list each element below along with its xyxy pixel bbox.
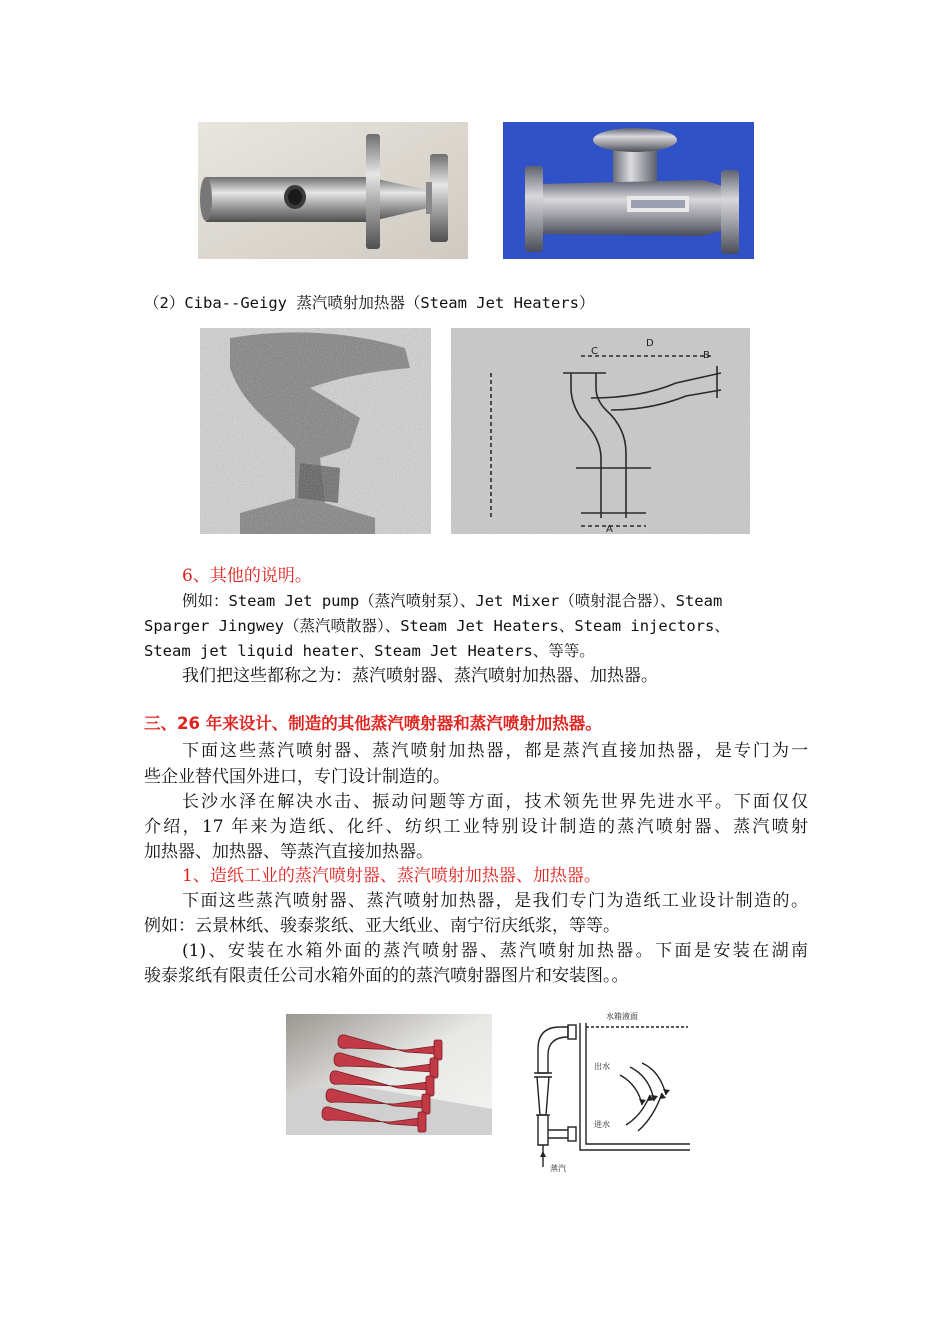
label-water-level: 水箱液面	[606, 1012, 638, 1021]
photo-steel-jet-heater-blue	[503, 122, 754, 259]
section-3-heading: 三、26 年来设计、制造的其他蒸汽喷射器和蒸汽喷射加热器。	[144, 714, 602, 733]
label-d: D	[646, 338, 654, 349]
section-3-p2-line-2: 介绍，17 年来为造纸、化纤、纺织工业特别设计制造的蒸汽喷射器、蒸汽喷射	[144, 817, 808, 837]
caption-ciba-geigy: （2）Ciba--Geigy 蒸汽喷射加热器（Steam Jet Heaters）	[144, 294, 595, 312]
section-6-line-2: Sparger Jingwey（蒸汽喷散器）、Steam Jet Heaters、Steam injectors、	[144, 617, 730, 635]
photo-red-steam-ejectors	[286, 1014, 492, 1135]
section-3-p2-line-3: 加热器、加热器、等蒸汽直接加热器。	[144, 842, 433, 862]
section-3-p1-line-2: 些企业替代国外进口，专门设计制造的。	[144, 767, 450, 787]
section-6-line-1: 例如：Steam Jet pump（蒸汽喷射泵）、Jet Mixer（喷射混合器）、Steam	[182, 592, 723, 610]
section-6-line-4: 我们把这些都称之为：蒸汽喷射器、蒸汽喷射加热器、加热器。	[182, 666, 658, 686]
section-3-p4-line-2: 骏泰浆纸有限责任公司水箱外面的的蒸汽喷射器图片和安装图。。	[144, 966, 629, 986]
photo-steel-jet-pump	[198, 122, 468, 259]
section-3-p3-line-1: 下面这些蒸汽喷射器、蒸汽喷射加热器，是我们专门为造纸工业设计制造的。	[182, 891, 808, 911]
section-3-p2-line-1: 长沙水泽在解决水击、振动问题等方面，技术领先世界先进水平。下面仅仅	[182, 792, 808, 812]
label-c: C	[591, 346, 598, 357]
section-6-line-3: Steam jet liquid heater、Steam Jet Heaters、等等。	[144, 642, 595, 660]
label-inlet: 进水	[594, 1120, 610, 1129]
label-b: B	[703, 350, 710, 361]
section-6-heading: 6、其他的说明。	[182, 566, 312, 586]
label-outlet: 出水	[594, 1062, 610, 1071]
label-steam: 蒸汽	[550, 1164, 566, 1173]
photo-ciba-heater-drawing	[451, 328, 750, 534]
section-3-p1-line-1: 下面这些蒸汽喷射器、蒸汽喷射加热器，都是蒸汽直接加热器，是专门为一	[182, 741, 808, 761]
diagram-tank-installation	[520, 1005, 690, 1175]
label-a: A	[606, 524, 613, 534]
section-3-p4-line-1: (1)、安装在水箱外面的蒸汽喷射器、蒸汽喷射加热器。下面是安装在湖南	[182, 941, 808, 961]
photo-ciba-heater-scan	[200, 328, 431, 534]
section-3-p3-line-2: 例如：云景林纸、骏泰浆纸、亚大纸业、南宁衍庆纸浆，等等。	[144, 916, 620, 936]
section-3-sub1-heading: 1、造纸工业的蒸汽喷射器、蒸汽喷射加热器、加热器。	[182, 866, 601, 886]
